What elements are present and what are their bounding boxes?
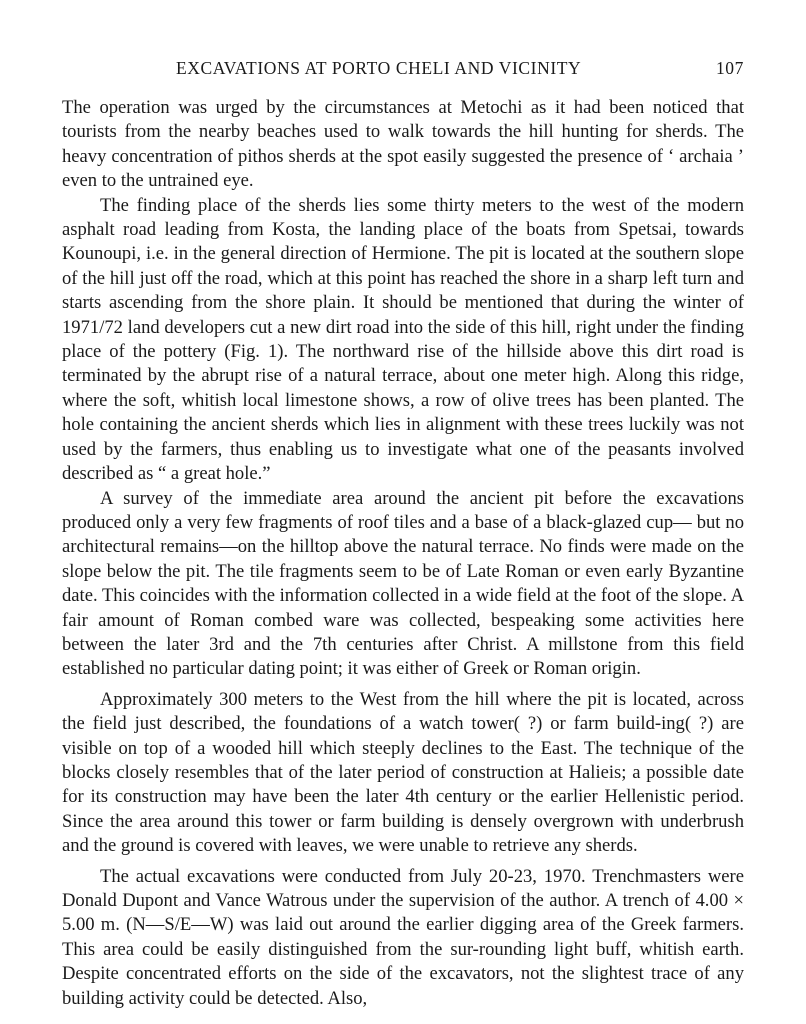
paragraph-watch-tower: Approximately 300 meters to the West from the hill where the pit is located, across the field just described, the foundations of a watch tower( ?) or farm build-ing( ?) are visible on top of a wooded hill which steeply declines to the East. The technique of the blocks closely resembles that of the later period of construction at Halieis; a possible date for its construction may have been the later 4th century or the earlier Hellenistic period. Since the area around this tower or farm building is densely overgrown with underbrush and the ground is covered with leaves, we were unable to retrieve any sherds. <box>62 688 744 857</box>
paragraph-excavations: The actual excavations were conducted from July 20-23, 1970. Trenchmasters were Donald Dupont and Vance Watrous under the supervision of the author. A trench of 4.00 × 5.00 m. (N—S/E—W) was laid out around the earlier digging area of the Greek farmers. This area could be easily distinguished from the sur-rounding light buff, whitish earth. Despite concentrated efforts on the side of the excavators, not the slightest trace of any building activity could be detected. Also, <box>62 865 744 1009</box>
running-head <box>62 58 744 82</box>
page-number: 107 <box>715 58 744 78</box>
paragraph-finding-place: The finding place of the sherds lies some thirty meters to the west of the modern asphalt road leading from Kosta, the landing place of the boats from Spetsai, towards Kounoupi, i.e. in the general direction of Hermione. The pit is located at the southern slope of the hill just off the road, which at this point has reached the shore in a sharp left turn and starts ascending from the shore plain. It should be mentioned that during the winter of 1971/72 land developers cut a new dirt road into the side of this hill, right under the finding place of the pottery (Fig. 1). The northward rise of the hillside above this dirt road is terminated by the abrupt rise of a natural terrace, about one meter high. Along this ridge, where the soft, whitish local limestone shows, a row of olive trees has been planted. The hole containing the ancient sherds which lies in alignment with these trees luckily was not used by the farmers, thus enabling us to investigate what one of the peasants involved described as “ a great hole.” <box>62 194 744 485</box>
body-text <box>62 96 744 1011</box>
paragraph-survey: A survey of the immediate area around the ancient pit before the excavations produced only a very few fragments of roof tiles and a base of a black-glazed cup— but no architectural remains—on the hilltop above the natural terrace. No finds were made on the slope below the pit. The tile fragments seem to be of Late Roman or even early Byzantine date. This coincides with the information collected in a wide field at the foot of the slope. A fair amount of Roman combed ware was collected, bespeaking some activities here between the later 3rd and the 7th centuries after Christ. A millstone from this field established no particular dating point; it was either of Greek or Roman origin. <box>62 487 744 680</box>
paragraph-metochi-operation: The operation was urged by the circumstances at Metochi as it had been noticed that tourists from the nearby beaches used to walk towards the hill hunting for sherds. The heavy concentration of pithos sherds at the spot easily suggested the presence of ‘ archaia ’ even to the untrained eye. <box>62 97 744 192</box>
running-head-title: EXCAVATIONS AT PORTO CHELI AND VICINITY <box>176 58 582 78</box>
